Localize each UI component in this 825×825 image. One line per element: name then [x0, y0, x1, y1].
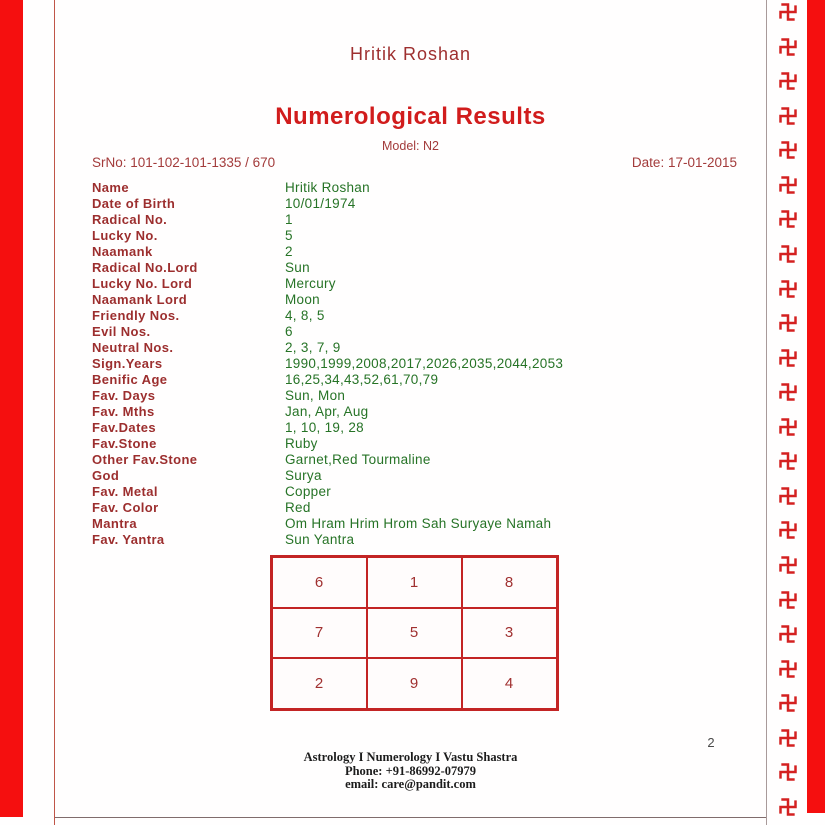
- result-label: Friendly Nos.: [92, 308, 180, 323]
- result-row: [92, 228, 732, 244]
- swastika-icon: [778, 382, 798, 402]
- result-label: Naamank Lord: [92, 292, 188, 307]
- model-label: Model: N2: [382, 139, 439, 153]
- result-value: 6: [285, 324, 293, 339]
- result-row: [92, 196, 732, 212]
- swastika-icon: [778, 71, 798, 91]
- result-label: Neutral Nos.: [92, 340, 174, 355]
- result-label: Mantra: [92, 516, 138, 531]
- result-value: 2, 3, 7, 9: [285, 340, 341, 355]
- result-label: Fav. Metal: [92, 484, 158, 499]
- left-red-border-bar: [0, 0, 23, 817]
- grid-cell: 6: [272, 557, 367, 608]
- result-row: [92, 532, 732, 548]
- result-label: Radical No.Lord: [92, 260, 198, 275]
- swastika-icon: [778, 209, 798, 229]
- result-value: Jan, Apr, Aug: [285, 404, 369, 419]
- right-thin-rule: [766, 0, 767, 825]
- result-row: [92, 180, 732, 196]
- result-value: 1: [285, 212, 293, 227]
- footer-email: email: care@pandit.com: [345, 777, 476, 791]
- result-row: [92, 484, 732, 500]
- swastika-icon: [778, 140, 798, 160]
- result-value: Om Hram Hrim Hrom Sah Suryaye Namah: [285, 516, 552, 531]
- result-row: [92, 516, 732, 532]
- result-value: 2: [285, 244, 293, 259]
- result-label: Other Fav.Stone: [92, 452, 198, 467]
- result-label: Date of Birth: [92, 196, 176, 211]
- swastika-icon: [778, 693, 798, 713]
- swastika-icon: [778, 175, 798, 195]
- result-row: [92, 420, 732, 436]
- result-row: [92, 372, 732, 388]
- result-row: [92, 340, 732, 356]
- grid-cell: 2: [272, 658, 367, 709]
- results-list: [92, 180, 732, 548]
- swastika-icon: [778, 417, 798, 437]
- result-row: [92, 436, 732, 452]
- result-value: Moon: [285, 292, 320, 307]
- swastika-icon: [778, 624, 798, 644]
- result-row: [92, 388, 732, 404]
- result-label: Name: [92, 180, 130, 195]
- result-label: God: [92, 468, 120, 483]
- swastika-icon: [778, 106, 798, 126]
- result-label: Fav.Dates: [92, 420, 157, 435]
- right-red-border-bar: [807, 0, 825, 813]
- result-value: Garnet,Red Tourmaline: [285, 452, 431, 467]
- result-row: [92, 292, 732, 308]
- grid-cell: 1: [367, 557, 462, 608]
- result-row: [92, 276, 732, 292]
- footer-phone: Phone: +91-86992-07979: [344, 763, 477, 778]
- result-value: Red: [285, 500, 311, 515]
- swastika-icon: [778, 486, 798, 506]
- result-row: [92, 356, 732, 372]
- grid-cell: 3: [462, 608, 557, 659]
- footer: [55, 751, 766, 792]
- result-value: Sun: [285, 260, 310, 275]
- grid-cell: 8: [462, 557, 557, 608]
- result-value: Ruby: [285, 436, 318, 451]
- result-row: [92, 452, 732, 468]
- grid-cell: 9: [367, 658, 462, 709]
- result-value: Mercury: [285, 276, 336, 291]
- swastika-icon: [778, 659, 798, 679]
- result-row: [92, 468, 732, 484]
- result-label: Fav. Yantra: [92, 532, 165, 547]
- result-label: Fav.Stone: [92, 436, 157, 451]
- result-value: Copper: [285, 484, 332, 499]
- result-label: Evil Nos.: [92, 324, 151, 339]
- result-row: [92, 260, 732, 276]
- bottom-rule: [55, 817, 766, 818]
- swastika-icon: [778, 2, 798, 22]
- result-row: [92, 308, 732, 324]
- result-label: Benific Age: [92, 372, 168, 387]
- result-value: 4, 8, 5: [285, 308, 325, 323]
- numerology-grid: [270, 555, 559, 711]
- result-label: Fav. Color: [92, 500, 159, 515]
- result-row: [92, 212, 732, 228]
- result-row: [92, 500, 732, 516]
- grid-cell: 5: [367, 608, 462, 659]
- result-label: Fav. Days: [92, 388, 156, 403]
- footer-services-line: Astrology I Numerology I Vastu Shastra: [303, 750, 518, 764]
- result-value: 5: [285, 228, 293, 243]
- swastika-icon: [778, 762, 798, 782]
- result-row: [92, 244, 732, 260]
- result-value: Surya: [285, 468, 322, 483]
- result-label: Lucky No. Lord: [92, 276, 193, 291]
- result-value: Sun Yantra: [285, 532, 355, 547]
- result-value: Hritik Roshan: [285, 180, 370, 195]
- grid-cell: 7: [272, 608, 367, 659]
- swastika-icon: [778, 520, 798, 540]
- grid-cell: 4: [462, 658, 557, 709]
- serial-number: SrNo: 101-102-101-1335 / 670: [92, 155, 276, 170]
- result-row: [92, 404, 732, 420]
- result-value: Sun, Mon: [285, 388, 346, 403]
- result-row: [92, 324, 732, 340]
- result-label: Radical No.: [92, 212, 168, 227]
- result-value: 16,25,34,43,52,61,70,79: [285, 372, 439, 387]
- swastika-icon: [778, 348, 798, 368]
- swastika-icon: [778, 797, 798, 817]
- page-number: 2: [707, 735, 715, 750]
- swastika-icon: [778, 313, 798, 333]
- swastika-icon: [778, 279, 798, 299]
- result-value: 1990,1999,2008,2017,2026,2035,2044,2053: [285, 356, 564, 371]
- swastika-icon-column: [769, 2, 807, 817]
- result-value: 1, 10, 19, 28: [285, 420, 364, 435]
- result-value: 10/01/1974: [285, 196, 356, 211]
- swastika-icon: [778, 244, 798, 264]
- report-date: Date: 17-01-2015: [631, 155, 737, 170]
- person-name-heading: Hritik Roshan: [349, 44, 472, 64]
- result-label: Lucky No.: [92, 228, 158, 243]
- result-label: Sign.Years: [92, 356, 163, 371]
- page-title: Numerological Results: [275, 103, 546, 130]
- result-label: Fav. Mths: [92, 404, 155, 419]
- swastika-icon: [778, 451, 798, 471]
- swastika-icon: [778, 590, 798, 610]
- swastika-icon: [778, 728, 798, 748]
- swastika-icon: [778, 37, 798, 57]
- swastika-icon: [778, 555, 798, 575]
- result-label: Naamank: [92, 244, 153, 259]
